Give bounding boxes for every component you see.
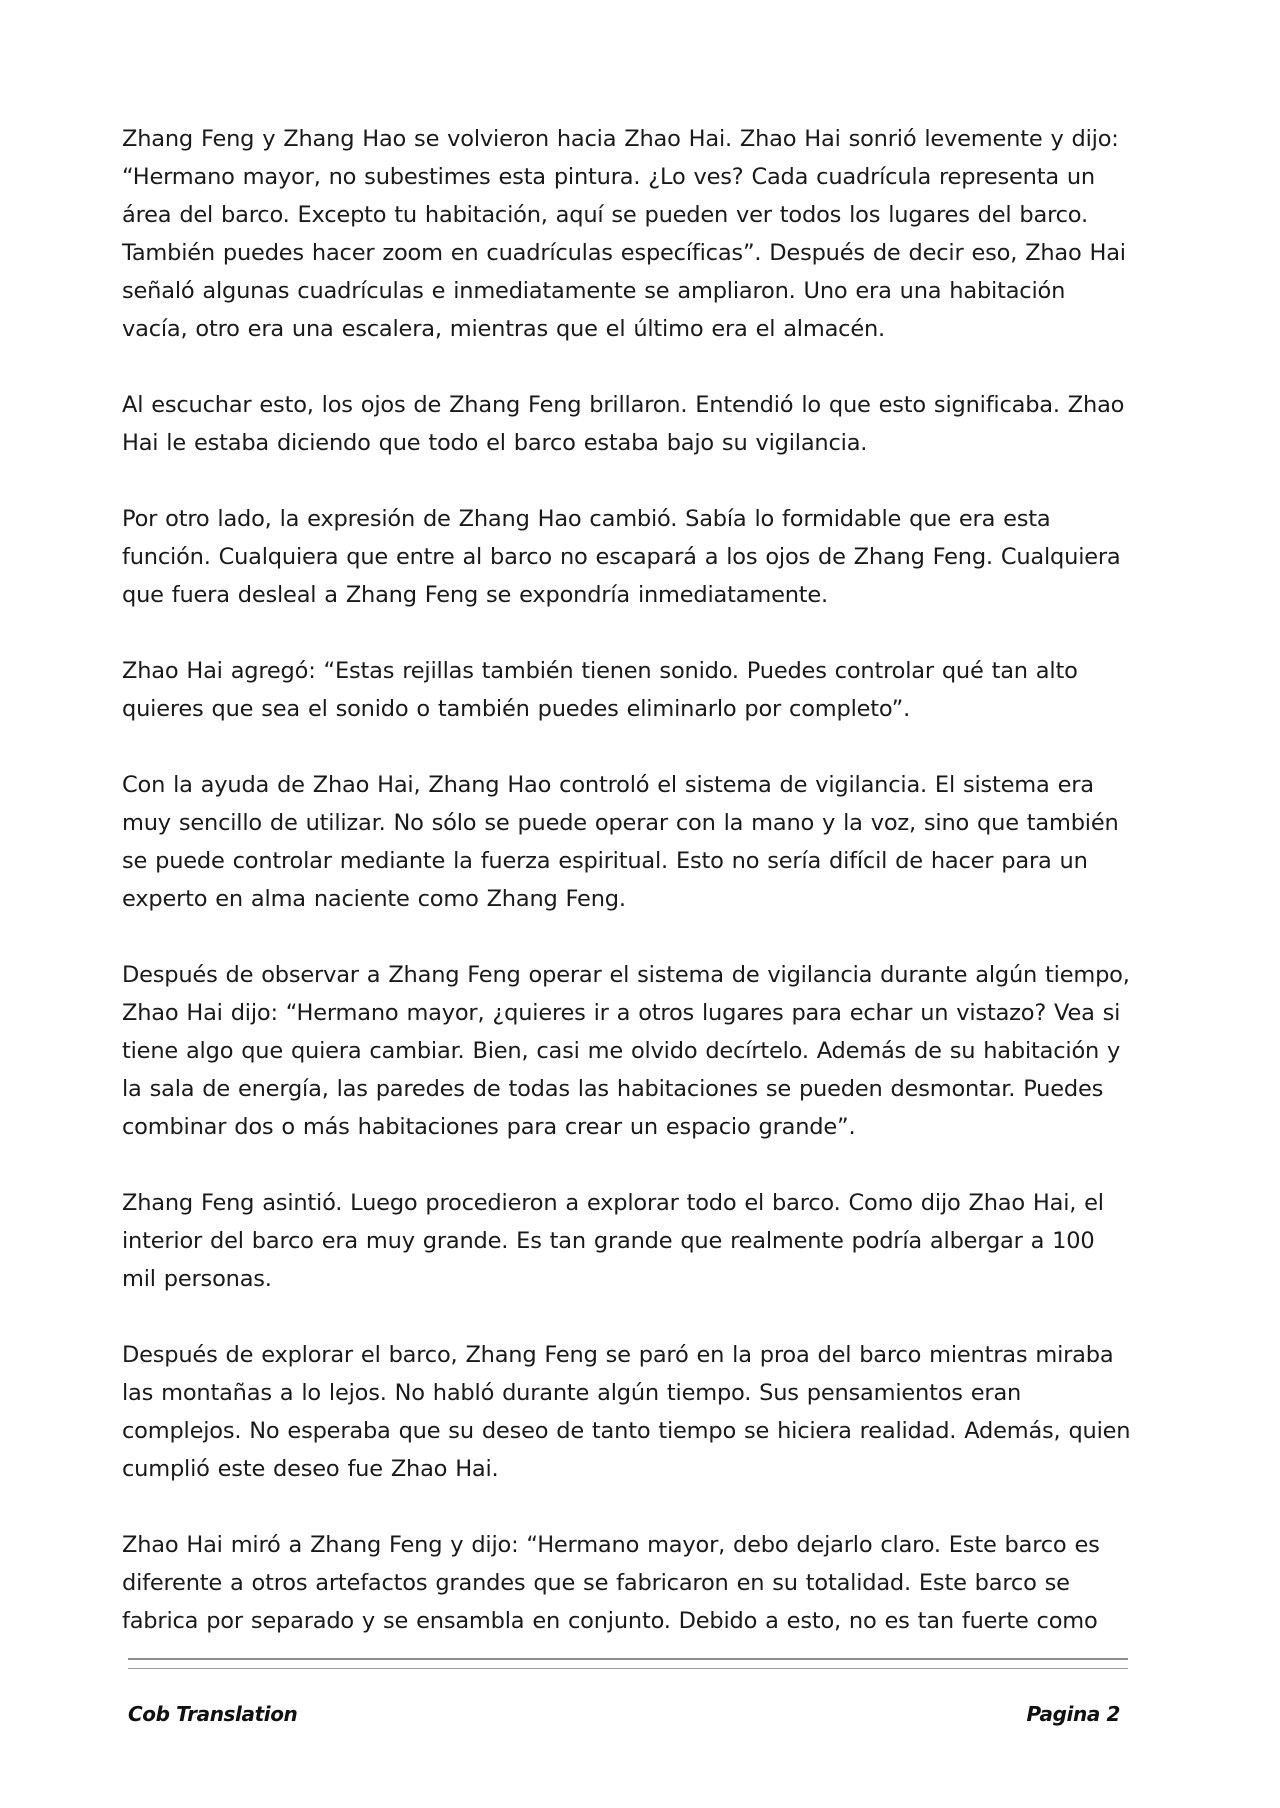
paragraph: Zhao Hai agregó: “Estas rejillas también tienen sonido. Puedes controlar qué tan alto quieres que sea el sonido o también puedes eliminarlo por completo”. (122, 658, 1078, 722)
paragraph: Zhao Hai miró a Zhang Feng y dijo: “Hermano mayor, debo dejarlo claro. Este barco es diferente a otros artefactos grandes que se fabricaron en su totalidad. Este barco se fabrica por separado y se ensambla en conjunto. Debido a esto, no es tan fuerte como (122, 1532, 1100, 1634)
footer-translator-credit: Cob Translation (128, 1702, 298, 1726)
paragraph: Después de observar a Zhang Feng operar el sistema de vigilancia durante algún tiempo, Zhao Hai dijo: “Hermano mayor, ¿quieres ir a otros lugares para echar un vistazo? Vea si tiene algo que quiera cambiar. Bien, casi me olvido decírtelo. Además de su habitación y la sala de energía, las paredes de todas las habitaciones se pueden desmontar. Puedes combinar dos o más habitaciones para crear un espacio grande”. (122, 962, 1130, 1140)
paragraph: Después de explorar el barco, Zhang Feng se paró en la proa del barco mientras miraba las montañas a lo lejos. No habló durante algún tiempo. Sus pensamientos eran complejos. No esperaba que su deseo de tanto tiempo se hiciera realidad. Además, quien cumplió este deseo fue Zhao Hai. (122, 1342, 1131, 1482)
paragraph: Con la ayuda de Zhao Hai, Zhang Hao controló el sistema de vigilancia. El sistema era muy sencillo de utilizar. No sólo se puede operar con la mano y la voz, sino que también se puede controlar mediante la fuerza espiritual. Esto no sería difícil de hacer para un experto en alma naciente como Zhang Feng. (122, 772, 1119, 912)
footer-divider-top (128, 1658, 1128, 1660)
paragraph: Zhang Feng y Zhang Hao se volvieron hacia Zhao Hai. Zhao Hai sonrió levemente y dijo: “Hermano mayor, no subestimes esta pintura. ¿Lo ves? Cada cuadrícula representa un área del barco. Excepto tu habitación, aquí se pueden ver todos los lugares del barco. También puedes hacer zoom en cuadrículas específicas”. Después de decir eso, Zhao Hai señaló algunas cuadrículas e inmediatamente se ampliaron. Uno era una habitación vacía, otro era una escalera, mientras que el último era el almacén. (122, 126, 1126, 342)
footer-page-number: Pagina 2 (1026, 1702, 1120, 1726)
paragraph: Al escuchar esto, los ojos de Zhang Feng brillaron. Entendió lo que esto significaba. Zhao Hai le estaba diciendo que todo el barco estaba bajo su vigilancia. (122, 392, 1125, 456)
paragraph: Por otro lado, la expresión de Zhang Hao cambió. Sabía lo formidable que era esta función. Cualquiera que entre al barco no escapará a los ojos de Zhang Feng. Cualquiera que fuera desleal a Zhang Feng se expondría inmediatamente. (122, 506, 1121, 608)
body-text (122, 120, 1132, 1678)
paragraph: Zhang Feng asintió. Luego procedieron a explorar todo el barco. Como dijo Zhao Hai, el interior del barco era muy grande. Es tan grande que realmente podría albergar a 100 mil personas. (122, 1190, 1104, 1292)
footer-divider-bottom (128, 1668, 1128, 1669)
